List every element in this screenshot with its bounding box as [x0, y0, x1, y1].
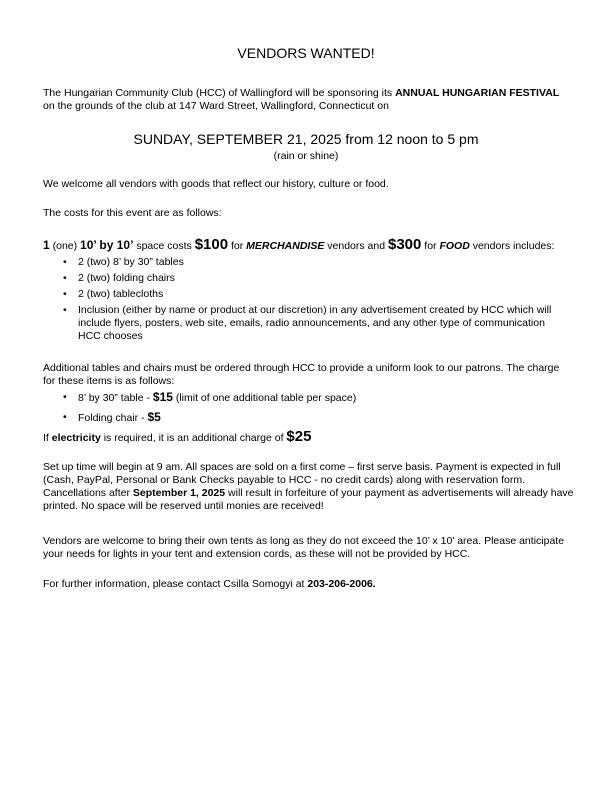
space-text-2: for	[228, 240, 247, 252]
elec-price: $25	[286, 428, 312, 445]
space-text-5: vendors includes:	[469, 240, 555, 252]
extras-list	[43, 390, 572, 430]
setup-text-2: will result in forfeiture of your payment as advertisements will already have printed. No space will be reserved until monies are received!	[43, 487, 574, 512]
table-note: (limit of one additional table per space)	[172, 392, 357, 404]
list-item: • 2 (two) 8’ by 30” tables	[43, 256, 567, 269]
space-count: 1	[43, 238, 50, 252]
chair-price: $5	[147, 410, 161, 424]
intro-text-2: on the grounds of the club at 147 Ward Street, Wallingford, Connecticut on	[43, 100, 389, 112]
costs-intro: The costs for this event are as follows:	[43, 207, 222, 219]
contact-phone: 203-206-2006.	[307, 578, 376, 590]
contact-text: For further information, please contact Csilla Somogyi at	[43, 578, 308, 590]
elec-text-1: If	[43, 432, 52, 444]
table-label: 8’ by 30” table -	[78, 392, 153, 404]
setup-paragraph	[43, 461, 574, 513]
space-size: 10’ by 10’	[80, 238, 134, 252]
electricity-line	[43, 428, 572, 447]
merch-price: $100	[194, 236, 229, 253]
intro-text-1: The Hungarian Community Club (HCC) of Wallingford will be sponsoring its	[43, 87, 396, 99]
elec-text-2: is required, it is an additional charge of	[100, 432, 287, 444]
space-pricing-line	[43, 236, 592, 255]
additional-paragraph: Additional tables and chairs must be ordered through HCC to provide a uniform look to our patrons. The charge for these items is as follows:	[43, 362, 560, 387]
table-price: $15	[152, 390, 173, 404]
welcome-paragraph: We welcome all vendors with goods that reflect our history, culture or food.	[43, 178, 389, 190]
cancel-deadline: September 1, 2025	[132, 487, 226, 499]
food-label: FOOD	[439, 240, 470, 252]
list-item: • 2 (two) folding chairs	[43, 272, 567, 285]
event-date: SUNDAY, SEPTEMBER 21, 2025 from 12 noon to 5 pm	[133, 131, 479, 147]
list-item: • 2 (two) tablecloths	[43, 288, 567, 301]
space-text-4: for	[421, 240, 440, 252]
contact-line	[43, 578, 572, 591]
space-text-1: space costs	[133, 240, 195, 252]
list-item: • Inclusion (either by name or product at our discretion) in any advertisement created by HCC which will include flyers, posters, web site, emails, radio announcements, and any other type of communication HCC chooses	[43, 304, 567, 343]
list-item-table	[43, 390, 572, 406]
chair-label: Folding chair -	[78, 412, 148, 424]
food-price: $300	[387, 236, 422, 253]
includes-list	[43, 256, 567, 346]
setup-text-1: Set up time will begin at 9 am. All spaces are sold on a first come – first serve basis. Payment is expected in full (Cash, PayPal, Personal or Bank Checks payable to HCC - no credit cards) along with reservation form. Cancellations after	[43, 461, 561, 499]
list-item-chair	[43, 410, 572, 426]
space-text-3: vendors and	[324, 240, 388, 252]
space-count-word: (one)	[49, 240, 81, 252]
intro-paragraph	[43, 87, 572, 113]
rain-note: (rain or shine)	[273, 150, 339, 162]
elec-word: electricity	[51, 432, 101, 444]
tents-paragraph: Vendors are welcome to bring their own tents as long as they do not exceed the 10’ x 10’ area. Please anticipate your needs for lights in your tent and extension cords, as these will not be provided by HCC.	[43, 535, 565, 560]
page-title: VENDORS WANTED!	[237, 45, 375, 61]
festival-name: ANNUAL HUNGARIAN FESTIVAL	[395, 87, 560, 99]
merch-label: MERCHANDISE	[246, 240, 325, 252]
